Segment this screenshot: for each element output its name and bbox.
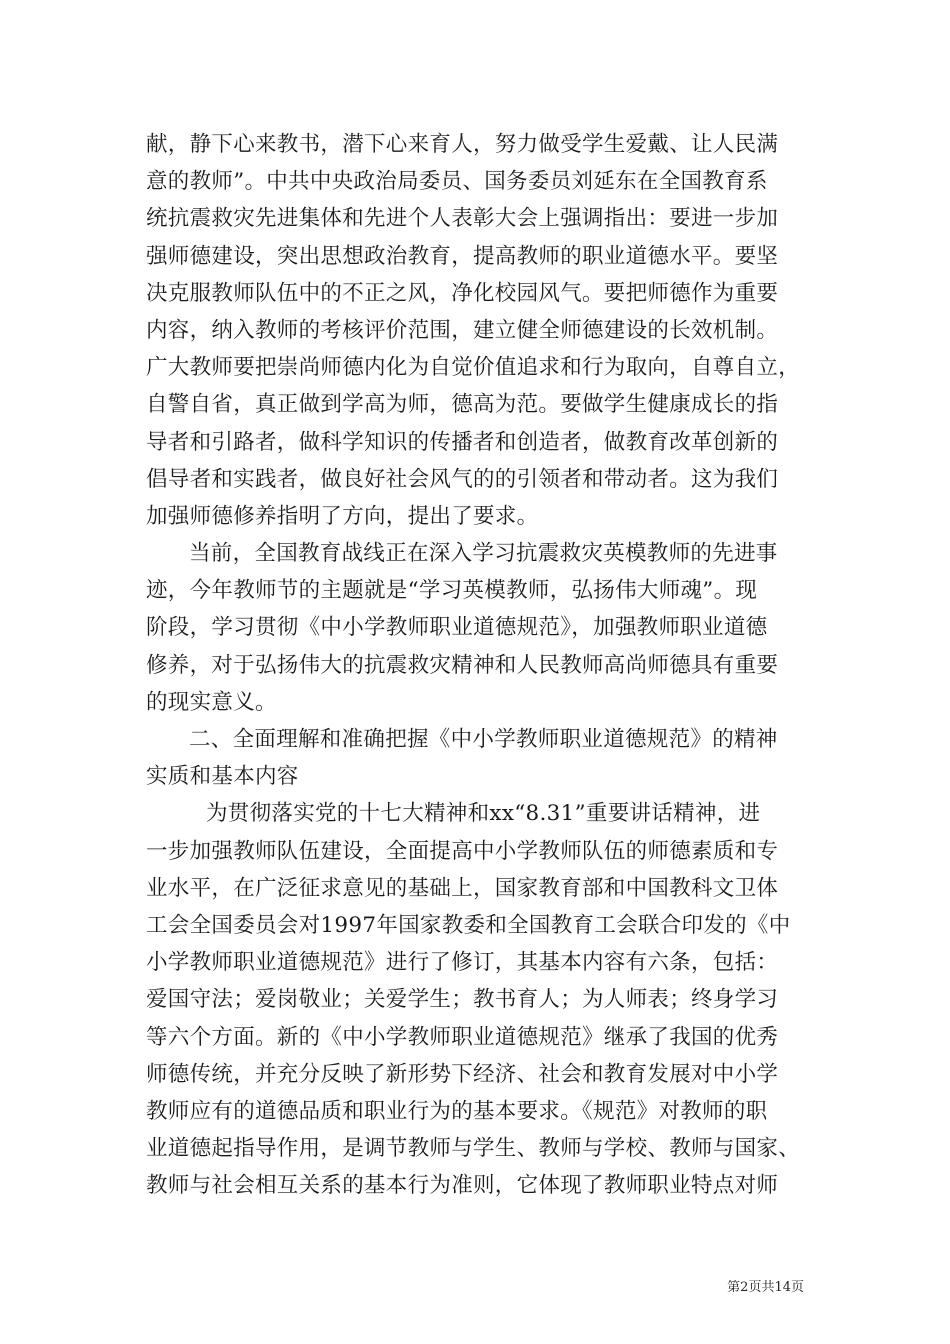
text-line: 修养，对于弘扬伟大的抗震救灾精神和人民教师高尚师德具有重要 <box>146 652 779 678</box>
text-line: 等六个方面。新的《中小学教师职业道德规范》继承了我国的优秀 <box>146 1024 779 1050</box>
text-line: 的现实意义。 <box>146 689 277 715</box>
text-line: 教师应有的道德品质和职业行为的基本要求。《规范》对教师的职 <box>146 1098 768 1124</box>
text-line: 广大教师要把崇尚师德内化为自觉价值追求和行为取向，自尊自立， <box>146 355 801 381</box>
text-line: 倡导者和实践者，做良好社会风气的的引领者和带动者。这为我们 <box>146 466 779 492</box>
page-number-footer: 第2页共14页 <box>727 1280 804 1295</box>
paragraph-start-line: 当前，全国教育战线正在深入学习抗震救灾英模教师的先进事 <box>189 541 778 567</box>
text-line: 教师与社会相互关系的基本行为准则，它体现了教师职业特点对师 <box>146 1173 779 1199</box>
paragraph-start-line: 为贯彻落实党的十七大精神和xx“8.31”重要讲话精神，进 <box>206 801 761 827</box>
text-line: 内容，纳入教师的考核评价范围，建立健全师德建设的长效机制。 <box>146 317 779 343</box>
text-line: 加强师德修养指明了方向，提出了要求。 <box>146 503 539 529</box>
text-line: 导者和引路者，做科学知识的传播者和创造者，做教育改革创新的 <box>146 429 779 455</box>
text-line: 小学教师职业道德规范》进行了修订，其基本内容有六条，包括： <box>146 950 779 976</box>
text-line: 意的教师”。中共中央政治局委员、国务委员刘延东在全国教育系 <box>146 169 768 195</box>
text-line: 决克服教师队伍中的不正之风，净化校园风气。要把师德作为重要 <box>146 280 779 306</box>
section-heading-line: 实质和基本内容 <box>146 764 299 790</box>
text-line: 自警自省，真正做到学高为师，德高为范。要做学生健康成长的指 <box>146 392 779 418</box>
text-line: 业道德起指导作用，是调节教师与学生、教师与学校、教师与国家、 <box>146 1136 801 1162</box>
text-line: 师德传统，并充分反映了新形势下经济、社会和教育发展对中小学 <box>146 1061 779 1087</box>
text-line: 迹，今年教师节的主题就是“学习英模教师，弘扬伟大师魂”。现 <box>146 578 758 604</box>
text-line: 强师德建设，突出思想政治教育，提高教师的职业道德水平。要坚 <box>146 243 779 269</box>
text-line: 一步加强教师队伍建设，全面提高中小学教师队伍的师德素质和专 <box>146 838 779 864</box>
text-line: 阶段，学习贯彻《中小学教师职业道德规范》，加强教师职业道德 <box>146 615 768 641</box>
text-line: 献，静下心来教书，潜下心来育人，努力做受学生爱戴、让人民满 <box>146 132 779 157</box>
text-line: 业水平，在广泛征求意见的基础上，国家教育部和中国教科文卫体 <box>146 875 779 901</box>
text-line: 爱国守法；爱岗敬业；关爱学生；教书育人；为人师表；终身学习 <box>146 987 779 1013</box>
section-heading-line: 二、全面理解和准确把握《中小学教师职业道德规范》的精神 <box>189 727 778 752</box>
text-line: 统抗震救灾先进集体和先进个人表彰大会上强调指出：要进一步加 <box>146 206 779 232</box>
text-line: 工会全国委员会对1997年国家教委和全国教育工会联合印发的《中 <box>146 912 791 938</box>
document-body <box>146 126 818 1204</box>
